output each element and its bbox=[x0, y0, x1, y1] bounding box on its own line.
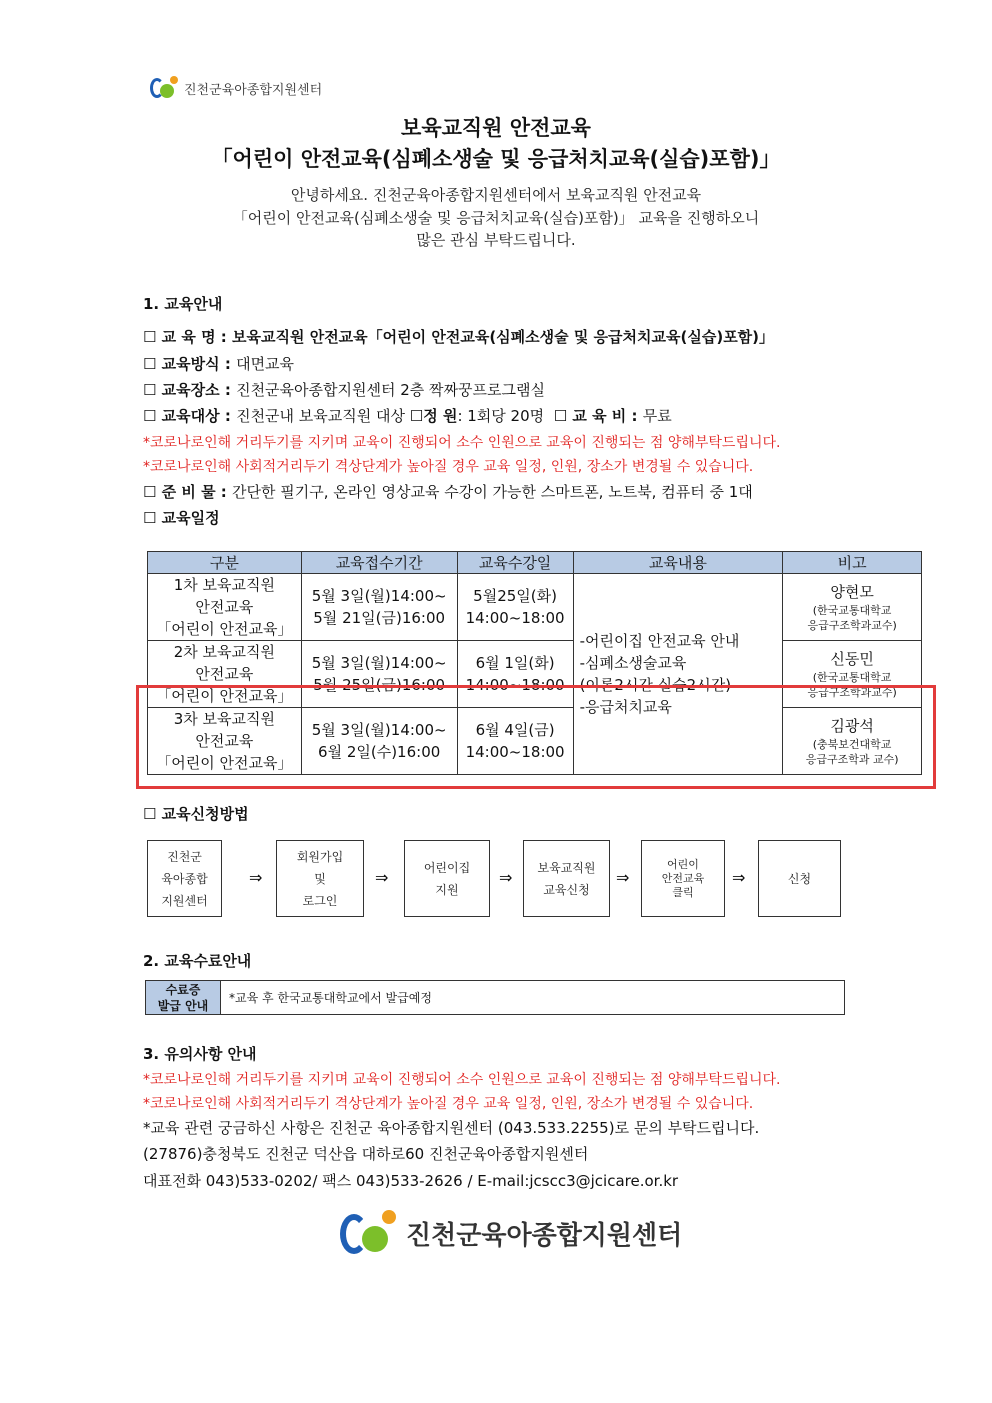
edu-method-label: ☐ 교육방식 : bbox=[143, 355, 237, 373]
flow-step-register: 보육교직원 교육신청 bbox=[523, 840, 610, 917]
note-cell: 김광석 (충북보건대학교 응급구조학과 교수) bbox=[783, 708, 922, 775]
col-header-round: 구분 bbox=[148, 552, 302, 574]
arrow-icon: ⇒ bbox=[249, 868, 263, 887]
intro-line-1: 안녕하세요. 진천군육아종합지원센터에서 보육교직원 안전교육 bbox=[290, 186, 702, 204]
intro-line-2: 「어린이 안전교육(심폐소생술 및 응급처치교육(실습)포함)」 교육을 진행하오니 bbox=[232, 209, 760, 227]
col-header-note: 비고 bbox=[783, 552, 922, 574]
table-row bbox=[148, 574, 922, 641]
apply-flow bbox=[147, 840, 847, 917]
prep-label: ☐ 준 비 물 : bbox=[143, 483, 233, 501]
date-cell: 5월25일(화) 14:00~18:00 bbox=[457, 574, 573, 641]
flow-step-signup: 회원가입 및 로그인 bbox=[276, 840, 364, 917]
capacity-label: ☐정 원 bbox=[409, 407, 458, 425]
note-cell: 신동민 (한국교통대학교 응급구조학과교수) bbox=[783, 641, 922, 708]
center-logo-icon bbox=[340, 1210, 400, 1256]
prep-value: 간단한 필기구, 온라인 영상교육 수강이 가능한 스마트폰, 노트북, 컴퓨터 중 1대 bbox=[232, 483, 753, 501]
edu-name-label: ☐ 교 육 명 : bbox=[143, 328, 233, 346]
contact-phone: 대표전화 043)533-0202/ 팩스 043)533-2626 / E-mail:jcscc3@jcicare.or.kr bbox=[143, 1172, 679, 1190]
certificate-box bbox=[145, 980, 845, 1015]
edu-place-value: 진천군육아종합지원센터 2층 짝짜꿍프로그램실 bbox=[236, 381, 545, 399]
col-header-content: 교육내용 bbox=[573, 552, 783, 574]
edu-target-label: ☐ 교육대상 : bbox=[143, 407, 237, 425]
edu-name-value: 보육교직원 안전교육「어린이 안전교육(심폐소생술 및 응급처치교육(실습)포함)」 bbox=[232, 328, 775, 346]
flow-step-click: 어린이 안전교육 클릭 bbox=[641, 840, 725, 917]
section-1-title: 1. 교육안내 bbox=[143, 295, 223, 313]
edu-target-line bbox=[143, 405, 672, 426]
capacity-value: : 1회당 20명 bbox=[457, 407, 549, 425]
apply-method-label: ☐ 교육신청방법 bbox=[143, 805, 249, 823]
arrow-icon: ⇒ bbox=[375, 868, 389, 887]
contact-inquiry: *교육 관련 궁금하신 사항은 진천군 육아종합지원센터 (043.533.2255)로 문의 부탁드립니다. bbox=[143, 1119, 760, 1137]
certificate-label: 수료증 발급 안내 bbox=[146, 981, 221, 1014]
edu-name-line bbox=[143, 326, 774, 347]
flow-step-center: 진천군 육아종합 지원센터 bbox=[147, 840, 222, 917]
notice-distancing: *코로나로인해 거리두기를 지키며 교육이 진행되어 소수 인원으로 교육이 진행되는 점 양해부탁드립니다. bbox=[143, 435, 781, 451]
section-3-title: 3. 유의사항 안내 bbox=[143, 1045, 257, 1063]
round-cell: 1차 보육교직원 안전교육 「어린이 안전교육」 bbox=[148, 574, 302, 641]
prep-line bbox=[143, 481, 753, 502]
header-logo bbox=[150, 76, 322, 100]
center-logo-icon bbox=[150, 76, 180, 100]
caution-change: *코로나로인해 사회적거리두기 격상단계가 높아질 경우 교육 일정, 인원, 장소가 변경될 수 있습니다. bbox=[143, 1096, 754, 1112]
edu-target-value: 진천군내 보육교직원 대상 bbox=[236, 407, 410, 425]
page-subtitle: 「어린이 안전교육(심폐소생술 및 응급처치교육(실습)포함)」 bbox=[211, 147, 781, 171]
round-cell: 3차 보육교직원 안전교육 「어린이 안전교육」 bbox=[148, 708, 302, 775]
header-logo-text: 진천군육아종합지원센터 bbox=[184, 82, 323, 98]
intro-line-3: 많은 관심 부탁드립니다. bbox=[416, 231, 576, 249]
col-header-date: 교육수강일 bbox=[457, 552, 573, 574]
registration-cell: 5월 3일(월)14:00~ 5월 25일(금)16:00 bbox=[301, 641, 457, 708]
content-cell: -어린이집 안전교육 안내 -심폐소생술교육 (이론2시간 실습2시간) -응급처치교육 bbox=[573, 574, 783, 775]
page-title: 보육교직원 안전교육 bbox=[401, 116, 591, 140]
notice-change: *코로나로인해 사회적거리두기 격상단계가 높아질 경우 교육 일정, 인원, 장소가 변경될 수 있습니다. bbox=[143, 459, 754, 475]
contact-address: (27876)충청북도 진천군 덕산읍 대하로60 진천군육아종합지원센터 bbox=[143, 1145, 589, 1163]
fee-value: 무료 bbox=[642, 407, 672, 425]
note-cell: 양현모 (한국교통대학교 응급구조학과교수) bbox=[783, 574, 922, 641]
caution-distancing: *코로나로인해 거리두기를 지키며 교육이 진행되어 소수 인원으로 교육이 진행되는 점 양해부탁드립니다. bbox=[143, 1072, 781, 1088]
fee-label: ☐ 교 육 비 : bbox=[553, 407, 643, 425]
date-cell: 6월 4일(금) 14:00~18:00 bbox=[457, 708, 573, 775]
round-cell: 2차 보육교직원 안전교육 「어린이 안전교육」 bbox=[148, 641, 302, 708]
certificate-value: *교육 후 한국교통대학교에서 발급예정 bbox=[229, 991, 432, 1005]
arrow-icon: ⇒ bbox=[616, 868, 630, 887]
date-cell: 6월 1일(화) 14:00~18:00 bbox=[457, 641, 573, 708]
edu-method-line bbox=[143, 353, 294, 374]
flow-step-apply: 신청 bbox=[758, 840, 841, 917]
arrow-icon: ⇒ bbox=[499, 868, 513, 887]
registration-cell: 5월 3일(월)14:00~ 6월 2일(수)16:00 bbox=[301, 708, 457, 775]
flow-step-daycare: 어린이집 지원 bbox=[404, 840, 490, 917]
footer-logo bbox=[340, 1210, 682, 1256]
section-2-title: 2. 교육수료안내 bbox=[143, 952, 252, 970]
highlight-box bbox=[136, 685, 936, 789]
col-header-registration: 교육접수기간 bbox=[301, 552, 457, 574]
edu-place-label: ☐ 교육장소 : bbox=[143, 381, 237, 399]
schedule-label: ☐ 교육일정 bbox=[143, 509, 220, 527]
footer-logo-text: 진천군육아종합지원센터 bbox=[406, 1220, 683, 1251]
table-header-row bbox=[148, 552, 922, 574]
edu-place-line bbox=[143, 379, 545, 400]
edu-method-value: 대면교육 bbox=[236, 355, 295, 373]
registration-cell: 5월 3일(월)14:00~ 5월 21일(금)16:00 bbox=[301, 574, 457, 641]
arrow-icon: ⇒ bbox=[732, 868, 746, 887]
